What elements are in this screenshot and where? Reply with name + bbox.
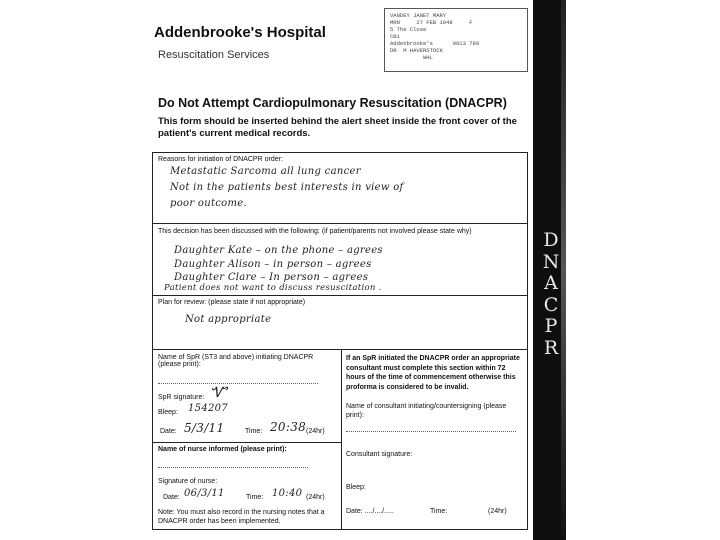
spr-bleep-value: 154207 bbox=[188, 403, 228, 414]
form-instruction: This form should be inserted behind the alert sheet inside the front cover of the patient's current medical records. bbox=[158, 116, 517, 139]
discussion-label: This decision has been discussed with the following: (if patient/parents not involved please state why) bbox=[158, 228, 472, 235]
spr-signature: Ꮙ bbox=[210, 385, 227, 401]
banner-letter: D bbox=[543, 229, 559, 251]
divider bbox=[152, 295, 528, 296]
reasons-line: Not in the patients best interests in view of bbox=[170, 182, 404, 193]
banner-letter: C bbox=[543, 293, 559, 316]
nurse-time-value: 10:40 bbox=[272, 488, 303, 499]
nurse-time-label: Time: bbox=[246, 494, 264, 501]
nurse-name-label: Name of nurse informed (please print): bbox=[158, 446, 287, 453]
divider bbox=[152, 442, 341, 443]
reasons-line: poor outcome. bbox=[170, 198, 247, 209]
reasons-label: Reasons for initiation of DNACPR order: bbox=[158, 156, 283, 163]
discussion-line: Patient does not want to discuss resuscitation . bbox=[164, 283, 382, 293]
nurse-name-field[interactable] bbox=[158, 460, 308, 468]
consultant-bleep-label: Bleep: bbox=[346, 484, 366, 491]
banner-letter: P bbox=[544, 315, 558, 337]
consultant-time-label: Time: bbox=[430, 508, 448, 515]
banner-letter: A bbox=[544, 272, 558, 294]
nurse-date-label: Date: bbox=[163, 494, 180, 501]
department-name: Resuscitation Services bbox=[158, 49, 270, 61]
spr-time-value: 20:38 bbox=[270, 420, 307, 434]
consultant-time-unit: (24hr) bbox=[488, 508, 507, 515]
banner-letter: N bbox=[542, 250, 560, 273]
consultant-signature-label: Consultant signature: bbox=[346, 451, 413, 458]
side-banner-edge bbox=[561, 0, 566, 540]
column-divider bbox=[341, 349, 342, 530]
spr-name-field[interactable] bbox=[158, 376, 318, 384]
side-banner-text bbox=[541, 230, 561, 359]
spr-date-value: 5/3/11 bbox=[184, 421, 225, 435]
consultant-name-field[interactable] bbox=[346, 424, 516, 432]
spr-bleep-label: Bleep: bbox=[158, 409, 178, 416]
divider bbox=[152, 223, 528, 224]
nurse-date-value: 06/3/11 bbox=[184, 488, 225, 499]
spr-time-unit: (24hr) bbox=[306, 428, 325, 435]
nurse-note: Note: You must also record in the nursing notes that a DNACPR order has been implemented. bbox=[158, 509, 325, 525]
nurse-time-unit: (24hr) bbox=[306, 494, 325, 501]
hospital-name: Addenbrooke's Hospital bbox=[154, 24, 326, 41]
spr-signature-label: SpR signature: bbox=[158, 394, 205, 401]
discussion-line: Daughter Kate – on the phone – agrees bbox=[174, 245, 383, 256]
review-value: Not appropriate bbox=[185, 314, 272, 325]
consultant-date-label: Date: ..../..../..... bbox=[346, 508, 394, 515]
divider bbox=[152, 349, 528, 350]
patient-label: VANDEY JANET MARY MRN 27 FEB 1948 F 5 The Close CB1 Addenbrooke's 0813 788 DR M HAVERSTOCK WHL bbox=[384, 8, 528, 72]
banner-letter: R bbox=[543, 336, 559, 359]
consultant-intro: If an SpR initiated the DNACPR order an appropriate consultant must complete this section within 72 hours of the time of commencement otherwise this proforma is considered to be invalid. bbox=[346, 355, 520, 391]
reasons-line: Metastatic Sarcoma all lung cancer bbox=[170, 166, 361, 177]
consultant-name-label: Name of consultant initiating/countersigning (please print): bbox=[346, 403, 507, 419]
discussion-line: Daughter Alison – in person – agrees bbox=[174, 259, 372, 270]
discussion-line: Daughter Clare – In person – agrees bbox=[174, 272, 369, 283]
form-title: Do Not Attempt Cardiopulmonary Resuscitation (DNACPR) bbox=[158, 96, 507, 110]
spr-name-label: Name of SpR (ST3 and above) initiating DNACPR (please print): bbox=[158, 354, 314, 368]
nurse-signature-label: Signature of nurse: bbox=[158, 478, 218, 485]
review-label: Plan for review: (please state if not appropriate) bbox=[158, 299, 306, 306]
spr-time-label: Time: bbox=[245, 428, 263, 435]
spr-date-label: Date: bbox=[160, 428, 177, 435]
